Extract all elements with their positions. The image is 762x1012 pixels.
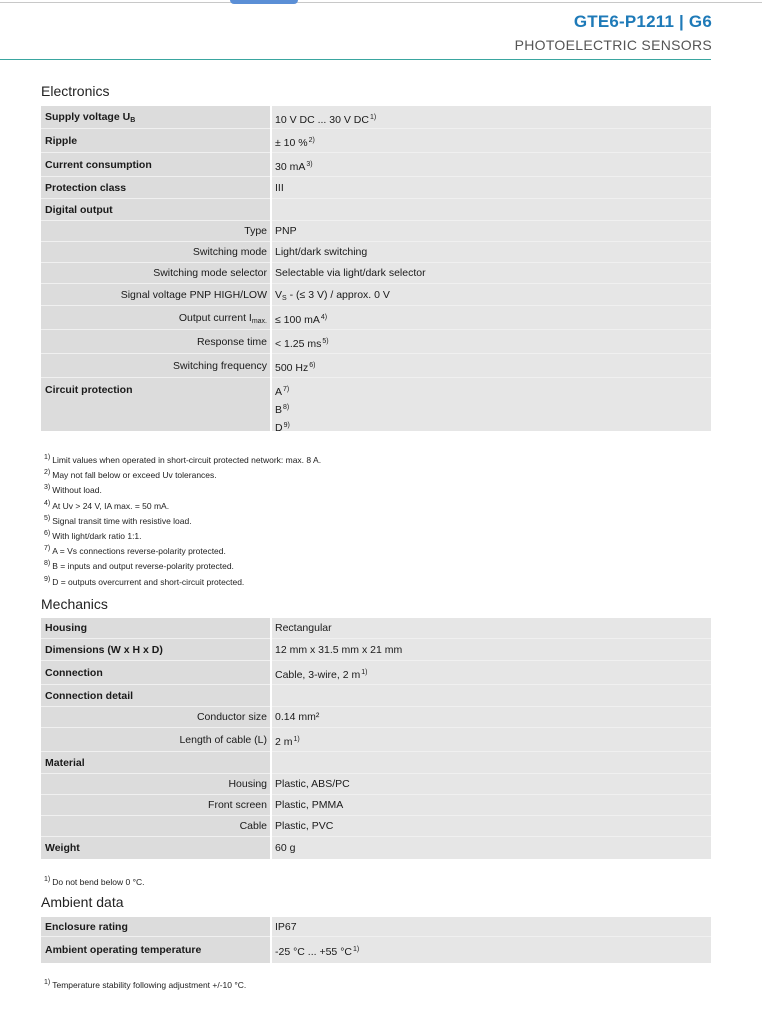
- footnote: $^{3)}$ Without load.: [44, 484, 102, 496]
- row-label: Current consumption: [41, 153, 270, 177]
- footnote: $^{7)}$ A = Vs connections reverse-polarity protected.: [44, 545, 226, 557]
- row-label: Housing: [41, 618, 270, 639]
- header-rule: [0, 59, 711, 60]
- footnote: $^{4)}$ At Uv > 24 V, IA max. = 50 mA.: [44, 499, 170, 511]
- row-label: Length of cable (L): [41, 728, 270, 752]
- row-label: Conductor size: [41, 707, 270, 728]
- row-label: Switching mode selector: [41, 263, 270, 284]
- table-row: [41, 177, 711, 199]
- row-value: Plastic, ABS/PC: [272, 774, 711, 795]
- row-label: Dimensions (W x H x D): [41, 639, 270, 661]
- table-row: [41, 378, 711, 434]
- table-row: [41, 306, 711, 330]
- row-label: Protection class: [41, 177, 270, 199]
- table-row: [41, 618, 711, 639]
- row-label: Weight: [41, 837, 270, 859]
- top-divider: [0, 2, 762, 3]
- row-value: III: [272, 177, 711, 199]
- ambient-table: [41, 917, 711, 963]
- row-label: Type: [41, 221, 270, 242]
- section-title-ambient: Ambient data: [41, 894, 124, 910]
- browser-tab-indicator[interactable]: [230, 0, 298, 4]
- row-value: 30 $mA^{3)}$: [272, 153, 711, 177]
- row-value: 500 Hz$^{6)}$: [272, 354, 711, 378]
- table-row: [41, 774, 711, 795]
- table-row: [41, 639, 711, 661]
- row-value: [272, 752, 711, 774]
- row-value: 10 V DC ... 30 V DC$^{1)}$: [272, 106, 711, 129]
- footnote: $^{8)}$ B = inputs and output reverse-polarity protected.: [44, 560, 234, 572]
- row-label: Digital output: [41, 199, 270, 221]
- row-value: Plastic, PMMA: [272, 795, 711, 816]
- row-value: Selectable via light/dark selector: [272, 263, 711, 284]
- table-row: [41, 153, 711, 177]
- footnote: $^{9)}$ D = outputs overcurrent and short-circuit protected.: [44, 575, 245, 587]
- footnote: $^{1)}$ Limit values when operated in short-circuit protected network: max. 8 A.: [44, 454, 322, 465]
- row-label: Material: [41, 752, 270, 774]
- table-row: [41, 728, 711, 752]
- table-row: [41, 917, 711, 937]
- row-label: Ripple: [41, 129, 270, 153]
- table-row: [41, 752, 711, 774]
- table-row: [41, 837, 711, 859]
- row-label: Circuit protection: [41, 378, 270, 431]
- row-label: Response time: [41, 330, 270, 354]
- table-row: [41, 106, 711, 129]
- row-value: 2 $m^{1)}$: [272, 728, 711, 752]
- table-row: [41, 707, 711, 728]
- row-label: Front screen: [41, 795, 270, 816]
- table-row: [41, 685, 711, 707]
- row-value: Plastic, PVC: [272, 816, 711, 837]
- product-category: PHOTOELECTRIC SENSORS: [514, 37, 712, 53]
- row-value: $V_S$ - (≤ 3 V) / approx. 0 V: [272, 284, 711, 306]
- row-value: -25 °C ... +55 $^\circ C^{1)}$: [272, 937, 711, 963]
- table-row: [41, 129, 711, 153]
- row-label: Switching mode: [41, 242, 270, 263]
- row-value: [272, 685, 711, 707]
- row-label: Housing: [41, 774, 270, 795]
- row-value: Rectangular: [272, 618, 711, 639]
- row-label: Signal voltage PNP HIGH/LOW: [41, 284, 270, 306]
- row-value: PNP: [272, 221, 711, 242]
- row-label: Connection: [41, 661, 270, 685]
- row-label: Output current $I_{max.}$: [41, 306, 270, 330]
- row-label: Connection detail: [41, 685, 270, 707]
- row-value: 12 mm x 31.5 mm x 21 mm: [272, 639, 711, 661]
- table-row: [41, 661, 711, 685]
- footnote: $^{6)}$ With light/dark ratio 1:1.: [44, 529, 142, 541]
- mechanics-table: [41, 618, 711, 859]
- table-row: [41, 330, 711, 354]
- table-row: [41, 795, 711, 816]
- row-label: Supply voltage $U_B$: [41, 106, 270, 129]
- table-row: [41, 937, 711, 963]
- table-row: [41, 221, 711, 242]
- row-label: Cable: [41, 816, 270, 837]
- row-value: Light/dark switching: [272, 242, 711, 263]
- section-title-electronics: Electronics: [41, 83, 110, 99]
- row-value: 60 g: [272, 837, 711, 859]
- table-row: [41, 199, 711, 221]
- ambient-footnotes: [44, 975, 246, 990]
- footnote: $^{1)}$ Temperature stability following adjustment +/-10 °C.: [44, 979, 247, 990]
- row-value: Cable, 3-wire, 2 $m^{1)}$: [272, 661, 711, 685]
- table-row: [41, 263, 711, 284]
- mechanics-footnotes: [44, 872, 144, 887]
- table-row: [41, 354, 711, 378]
- table-row: [41, 284, 711, 306]
- row-value: 0.14 mm²: [272, 707, 711, 728]
- row-value: $A^{7)}$ $B^{8)}$ $D^{9)}$: [272, 378, 711, 431]
- row-value: IP67: [272, 917, 711, 937]
- row-value: < 1.25 $ms^{5)}$: [272, 330, 711, 354]
- electronics-table: [41, 106, 711, 434]
- row-label: Switching frequency: [41, 354, 270, 378]
- product-title: GTE6-P1211 | G6: [573, 12, 712, 31]
- section-title-mechanics: Mechanics: [41, 596, 108, 612]
- row-value: [272, 199, 711, 221]
- footnote: $^{1)}$ Do not bend below 0 °C.: [44, 876, 145, 887]
- footnote: $^{2)}$ May not fall below or exceed Uv tolerances.: [44, 469, 217, 481]
- row-value: ± 10 %$^{2)}$: [272, 129, 711, 153]
- table-row: [41, 816, 711, 837]
- footnote: $^{5)}$ Signal transit time with resistive load.: [44, 514, 192, 526]
- row-label: Enclosure rating: [41, 917, 270, 937]
- row-label: Ambient operating temperature: [41, 937, 270, 963]
- table-row: [41, 242, 711, 263]
- electronics-footnotes: [44, 450, 321, 587]
- row-value: ≤ 100 $mA^{4)}$: [272, 306, 711, 330]
